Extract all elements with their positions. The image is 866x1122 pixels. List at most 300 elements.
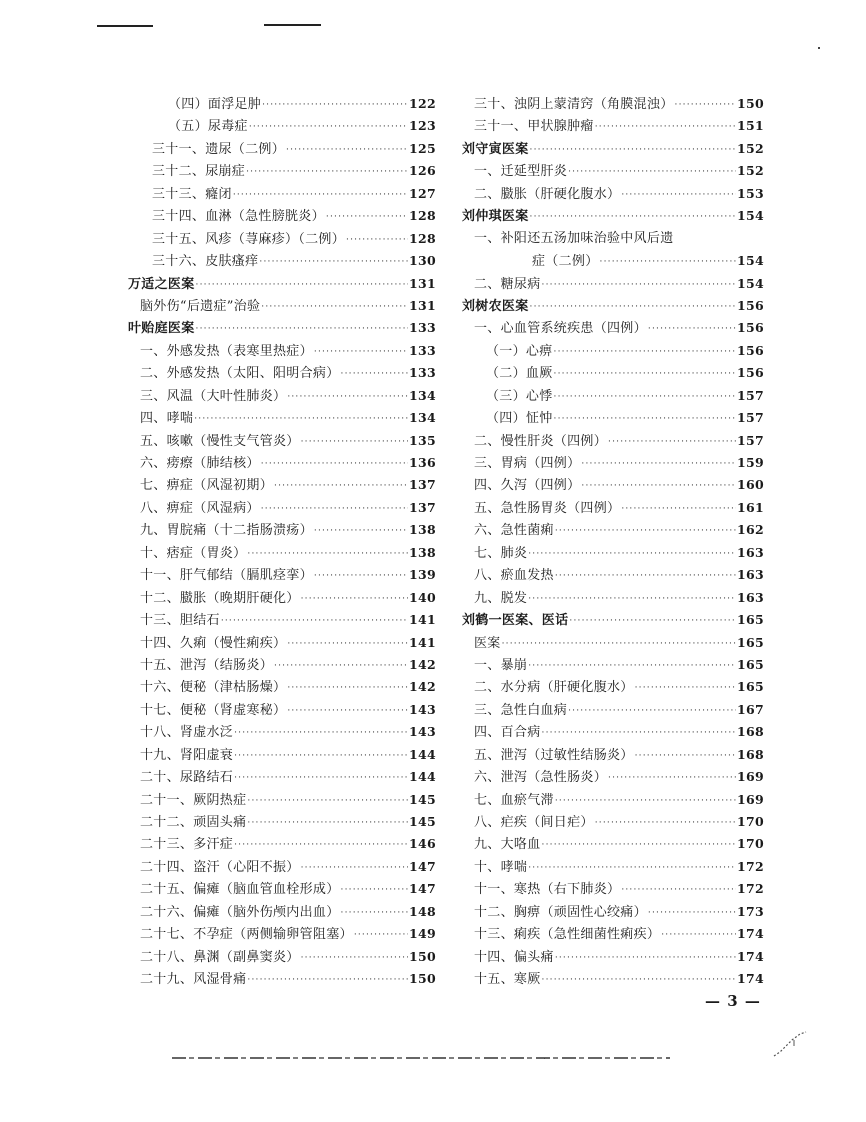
dot-leader [600,251,736,273]
toc-entry [128,901,436,923]
toc-entry [128,542,436,564]
toc-entry-page: 134 [409,387,436,403]
toc-entry [128,856,436,878]
dot-leader [301,857,408,879]
toc-entry-page: 170 [737,836,764,852]
toc-entry [128,160,436,182]
dot-leader [675,94,736,116]
dot-leader [595,812,736,834]
toc-entry [462,273,764,295]
toc-entry [462,968,764,990]
toc-entry-title: 十、痞症（胃炎） [140,545,247,561]
toc-entry-title: 刘仲琪医案 [462,209,529,225]
toc-entry-page: 135 [409,432,436,448]
toc-entry [462,744,764,766]
toc-entry [128,250,436,272]
toc-entry-title: 二十八、鼻渊（副鼻窦炎） [140,949,300,965]
dot-leader [648,902,736,924]
toc-entry [462,699,764,721]
toc-entry-page: 130 [409,253,436,269]
toc-entry-title: 九、胃脘痛（十二指肠溃疡） [140,523,313,539]
toc-entry [462,430,764,452]
dot-leader [542,969,736,991]
toc-entry-title: 十六、便秘（津枯肠燥） [140,680,287,696]
toc-section-heading [462,205,764,227]
toc-entry-title: 五、泄泻（过敏性结肠炎） [474,747,634,763]
dot-leader [502,633,736,655]
toc-entry-title: 一、外感发热（表寒里热症） [140,343,313,359]
toc-entry-title: 四、久泻（四例） [474,478,581,494]
toc-entry-page: 128 [409,208,436,224]
dot-leader [233,184,408,206]
dot-leader [621,498,736,520]
toc-entry [128,228,436,250]
toc-entry-page: 169 [737,791,764,807]
toc-entry-page: 165 [737,612,764,628]
page-number: — 3 — [705,992,761,1010]
dot-leader [648,318,736,340]
toc-entry [128,519,436,541]
toc-left-column [128,93,436,991]
toc-entry-page: 165 [737,656,764,672]
toc-entry-title: 六、泄泻（急性肠炎） [474,770,608,786]
dot-leader [542,722,736,744]
toc-entry-page: 151 [737,118,764,134]
dot-leader [247,969,408,991]
top-rule-right [264,24,321,26]
toc-entry-title: 三十六、皮肤瘙痒 [152,254,259,270]
toc-entry-title: 五、咳嗽（慢性支气管炎） [140,433,300,449]
dot-leader [530,296,736,318]
dot-leader [301,431,408,453]
dot-leader [247,790,408,812]
toc-entry-page: 143 [409,724,436,740]
toc-entry-page: 139 [409,567,436,583]
toc-entry-page: 126 [409,163,436,179]
dot-leader [314,565,408,587]
toc-entry-title: 二十一、厥阴热症 [140,792,247,808]
dot-leader [621,879,736,901]
toc-entry-title: 九、脱发 [474,590,528,606]
dot-leader [247,812,408,834]
dot-leader [286,139,408,161]
toc-entry-title: 十二、胸痹（顽固性心绞痛） [474,904,647,920]
toc-entry-page: 149 [409,926,436,942]
toc-entry-title: 八、痹症（风湿病） [140,500,260,516]
toc-entry-title: 三十、浊阴上蒙清窍（角膜混浊） [474,97,674,112]
dot-leader [661,924,736,946]
toc-entry-title: 十七、便秘（肾虚寒秘） [140,702,287,718]
toc-entry-title: 刘树农医案 [462,298,529,314]
toc-entry-title: 七、血瘀气滞 [474,792,554,808]
top-rule-left [97,25,153,27]
toc-entry [462,474,764,496]
dot-leader [247,543,408,565]
toc-entry-title: （五）尿毒症 [168,119,248,135]
toc-entry-title: 二、外感发热（太阳、阳明合病） [140,366,340,382]
toc-entry-page: 125 [409,140,436,156]
toc-entry [462,519,764,541]
toc-entry-page: 163 [737,544,764,560]
toc-entry-page: 143 [409,701,436,717]
toc-entry [462,654,764,676]
toc-entry [128,833,436,855]
dot-leader [528,655,736,677]
toc-entry-title: 一、迁延型肝炎 [474,164,568,180]
toc-entry-page: 165 [737,679,764,695]
toc-entry-title: 六、急性菌痢 [474,523,554,539]
toc-entry-title: 二、水分病（肝硬化腹水） [474,680,634,696]
dot-leader [528,588,736,610]
toc-entry-title: 三十一、甲状腺肿瘤 [474,119,594,135]
toc-entry-page: 167 [737,701,764,717]
toc-entry [462,250,764,272]
dot-leader [196,274,408,296]
dot-leader [354,924,408,946]
toc-entry [128,407,436,429]
toc-entry-title: 七、肺炎 [474,545,528,561]
toc-entry [128,362,436,384]
toc-entry-title: （四）怔忡 [486,411,553,427]
toc-entry-title: 十三、胆结石 [140,613,220,629]
toc-entry-page: 174 [737,926,764,942]
toc-entry-page: 150 [409,948,436,964]
toc-entry-page: 170 [737,814,764,829]
toc-entry-title: 三十二、尿崩症 [152,164,246,180]
toc-entry [462,93,764,115]
toc-entry-title: （二）血厥 [486,366,553,382]
toc-entry [462,789,764,811]
toc-section-heading [128,273,436,295]
toc-entry [128,632,436,654]
toc-entry-page: 133 [409,320,436,336]
toc-entry [462,766,764,788]
dot-leader [221,610,408,632]
dot-leader [542,274,736,296]
toc-entry-page: 147 [409,858,436,874]
toc-entry [128,968,436,990]
toc-entry-page: 152 [737,140,764,156]
toc-entry-page: 161 [737,499,764,515]
toc-entry-title: 症（二例） [532,254,599,270]
dot-leader [621,184,736,206]
toc-entry-page: 154 [737,275,764,291]
toc-entry-title: 三十三、癃闭 [152,186,232,202]
toc-entry-page: 127 [409,185,436,201]
toc-entry-page: 156 [737,365,764,381]
toc-entry-title: 二十五、偏瘫（脑血管血栓形成） [140,882,340,898]
toc-entry-page: 156 [737,320,764,336]
toc-entry-title: 二十二、顽固头痛 [140,815,247,830]
toc-entry [462,385,764,407]
toc-entry-title: 十八、肾虚水泛 [140,725,234,741]
toc-entry-title: 二十、尿路结石 [140,770,234,786]
toc-entry-page: 154 [737,208,764,224]
dot-leader [581,453,736,475]
toc-entry-title: 三十四、血淋（急性膀胱炎） [152,209,325,225]
toc-entry [128,497,436,519]
toc-entry [128,676,436,698]
dot-leader [234,722,408,744]
dot-leader [554,408,736,430]
toc-section-heading [462,609,764,631]
dot-leader [346,229,408,251]
scan-speck [544,1058,545,1059]
dot-leader [301,947,408,969]
toc-entry-page: 133 [409,342,436,358]
toc-entry-page: 163 [737,589,764,605]
toc-entry-title: 八、瘀血发热 [474,568,554,584]
toc-entry [462,497,764,519]
toc-entry [128,744,436,766]
dot-leader [569,610,736,632]
toc-entry [128,721,436,743]
dot-leader [261,498,408,520]
toc-entry-title: 九、大咯血 [474,837,541,853]
toc-entry-page: 123 [409,118,436,134]
toc-entry-title: 四、哮喘 [140,411,194,427]
toc-entry [462,721,764,743]
dot-leader [259,251,408,273]
toc-entry-page: 145 [409,791,436,807]
toc-entry-page: 152 [737,163,764,179]
toc-entry-page: 172 [737,881,764,897]
toc-entry-page: 173 [737,903,764,919]
dot-leader [608,767,736,789]
toc-entry [128,766,436,788]
toc-entry-title: 八、疟疾（间日疟） [474,815,594,830]
scan-artifact-mark [770,1030,810,1058]
toc-entry-page: 131 [409,297,436,313]
toc-entry-page: 156 [737,297,764,313]
dot-leader [555,520,736,542]
toc-entry [462,878,764,900]
toc-entry [128,699,436,721]
toc-entry-title: 一、心血管系统疾患（四例） [474,321,647,337]
toc-entry-page: 134 [409,410,436,426]
toc-entry-title: 二、糖尿病 [474,276,541,292]
toc-entry-title: 二、臌胀（肝硬化腹水） [474,186,621,202]
dot-leader [542,834,736,856]
dot-leader [234,834,408,856]
dot-leader [249,116,408,138]
toc-entry-title: 三、急性白血病 [474,702,568,718]
toc-entry-title: 四、百合病 [474,725,541,741]
dot-leader [234,767,408,789]
toc-entry-page: 141 [409,634,436,650]
dot-leader [261,453,408,475]
toc-entry-page: 141 [409,612,436,628]
toc-entry-title: 六、痨瘵（肺结核） [140,456,260,471]
toc-entry-title: 三、胃病（四例） [474,456,581,471]
toc-right-column [462,93,764,991]
toc-entry-page: 154 [737,253,764,269]
toc-entry-title: （三）心悸 [486,388,553,404]
dot-leader [568,700,736,722]
dot-leader [528,543,736,565]
toc-entry-page: 163 [737,567,764,583]
toc-entry-page: 148 [409,903,436,919]
toc-entry-page: 145 [409,814,436,829]
toc-entry [462,362,764,384]
toc-entry-page: 138 [409,544,436,560]
toc-entry-page: 157 [737,410,764,426]
toc-entry [128,946,436,968]
dot-leader [301,588,408,610]
toc-entry-page: 165 [737,634,764,650]
dot-leader [554,363,736,385]
toc-entry [128,654,436,676]
toc-entry [128,430,436,452]
toc-entry [462,632,764,654]
toc-entry-title: 三、风温（大叶性肺炎） [140,388,287,404]
toc-entry-page: 122 [409,96,436,111]
toc-entry-page: 172 [737,858,764,874]
dot-leader [194,408,408,430]
dot-leader [635,745,736,767]
toc-entry [462,676,764,698]
toc-entry [462,183,764,205]
toc-entry-page: 136 [409,455,436,470]
toc-entry-page: 157 [737,387,764,403]
dot-leader [314,341,408,363]
toc-entry-title: 十四、久痢（慢性痢疾） [140,635,287,651]
toc-entry [128,789,436,811]
toc-entry-page: 147 [409,881,436,897]
toc-entry [462,160,764,182]
toc-entry-title: 十三、痢疾（急性细菌性痢疾） [474,927,661,943]
toc-entry-title: 十五、寒厥 [474,972,541,988]
dot-leader [196,318,408,340]
toc-entry-title: 二、慢性肝炎（四例） [474,433,608,449]
toc-entry-page: 159 [737,455,764,470]
toc-entry-page: 150 [409,971,436,987]
dot-leader [554,386,736,408]
dot-leader [555,947,736,969]
toc-entry [128,587,436,609]
toc-entry [128,183,436,205]
toc-entry-page: 137 [409,499,436,515]
toc-entry [128,564,436,586]
toc-entry-title: 刘鹤一医案、医话 [462,613,569,629]
toc-section-heading [462,295,764,317]
toc-entry-title: 十二、臌胀（晚期肝硬化） [140,590,300,606]
toc-entry-title: 二十七、不孕症（两侧输卵管阻塞） [140,927,353,943]
dot-leader [635,677,736,699]
toc-entry-page: 128 [409,230,436,246]
toc-entry [462,901,764,923]
toc-entry [128,340,436,362]
dot-leader [528,857,736,879]
dot-leader [555,790,736,812]
dot-leader [287,633,408,655]
toc-entry-page: 144 [409,746,436,762]
dot-leader [530,206,736,228]
toc-entry-page: 142 [409,679,436,695]
toc-entry [462,407,764,429]
toc-entry-title: 脑外伤“后遗症”治验 [140,298,261,314]
toc-entry-page: 138 [409,522,436,538]
toc-entry-page: 142 [409,656,436,672]
dot-leader [262,94,408,116]
toc-entry-title: 十、哮喘 [474,859,528,875]
toc-entry-title: 十五、泄泻（结肠炎） [140,657,274,673]
dot-leader [608,431,736,453]
dot-leader [341,879,408,901]
toc-entry-title: 叶贻庭医案 [128,321,195,337]
toc-entry-page: 162 [737,522,764,538]
toc-entry [128,138,436,160]
toc-entry-title: 十一、寒热（右下肺炎） [474,882,621,898]
toc-entry [462,811,764,833]
scan-artifact-line [172,1057,670,1059]
toc-entry-page: 160 [737,477,764,493]
toc-entry [462,856,764,878]
toc-entry [128,811,436,833]
toc-entry [128,474,436,496]
dot-leader [341,363,408,385]
toc-entry [462,923,764,945]
toc-entry-page: 153 [737,185,764,201]
scan-speck [818,47,820,49]
toc-entry [462,564,764,586]
toc-entry-title: 二十三、多汗症 [140,837,234,853]
toc-entry-page: 140 [409,589,436,605]
toc-entry-title: （一）心痹 [486,343,553,359]
toc-entry-title: 三十一、遗尿（二例） [152,141,286,157]
toc-entry-page: 131 [409,275,436,291]
dot-leader [287,386,408,408]
dot-leader [274,475,408,497]
toc-entry-title: 万适之医案 [128,276,195,292]
toc-entry [462,946,764,968]
toc-entry [462,317,764,339]
toc-entry-title: 十四、偏头痛 [474,949,554,965]
toc-entry-page: 144 [409,769,436,785]
dot-leader [287,677,408,699]
toc-entry [128,452,436,474]
toc-entry-page: 174 [737,948,764,964]
toc-entry-title: 医案 [474,635,501,651]
toc-entry-page: 174 [737,971,764,987]
toc-entry-page: 157 [737,432,764,448]
toc-entry-page: 169 [737,769,764,785]
dot-leader [274,655,408,677]
toc-entry-title: 二十六、偏瘫（脑外伤颅内出血） [140,904,340,920]
toc-entry-title: 二十四、盗汗（心阳不振） [140,859,300,875]
toc-entry [462,340,764,362]
toc-entry-title: 十九、肾阳虚衰 [140,747,234,763]
toc-entry-title: 五、急性肠胃炎（四例） [474,500,621,516]
dot-leader [568,161,736,183]
toc-section-heading [462,138,764,160]
toc-entry [462,452,764,474]
toc-entry-title: 十一、肝气郁结（膈肌痉挛） [140,568,313,584]
toc-entry-page: 137 [409,477,436,493]
toc-entry-title: 二十九、风湿骨痛 [140,972,247,988]
toc-entry-page: 133 [409,365,436,381]
dot-leader [530,139,736,161]
toc-entry [462,587,764,609]
dot-leader [341,902,408,924]
dot-leader [234,745,408,767]
toc-entry-title: 三十五、风疹（荨麻疹）（二例） [152,231,346,247]
toc-entry-page: 150 [737,96,764,111]
dot-leader [314,520,408,542]
toc-entry [462,542,764,564]
toc-entry [462,115,764,137]
toc-entry-title: 一、暴崩 [474,657,528,673]
